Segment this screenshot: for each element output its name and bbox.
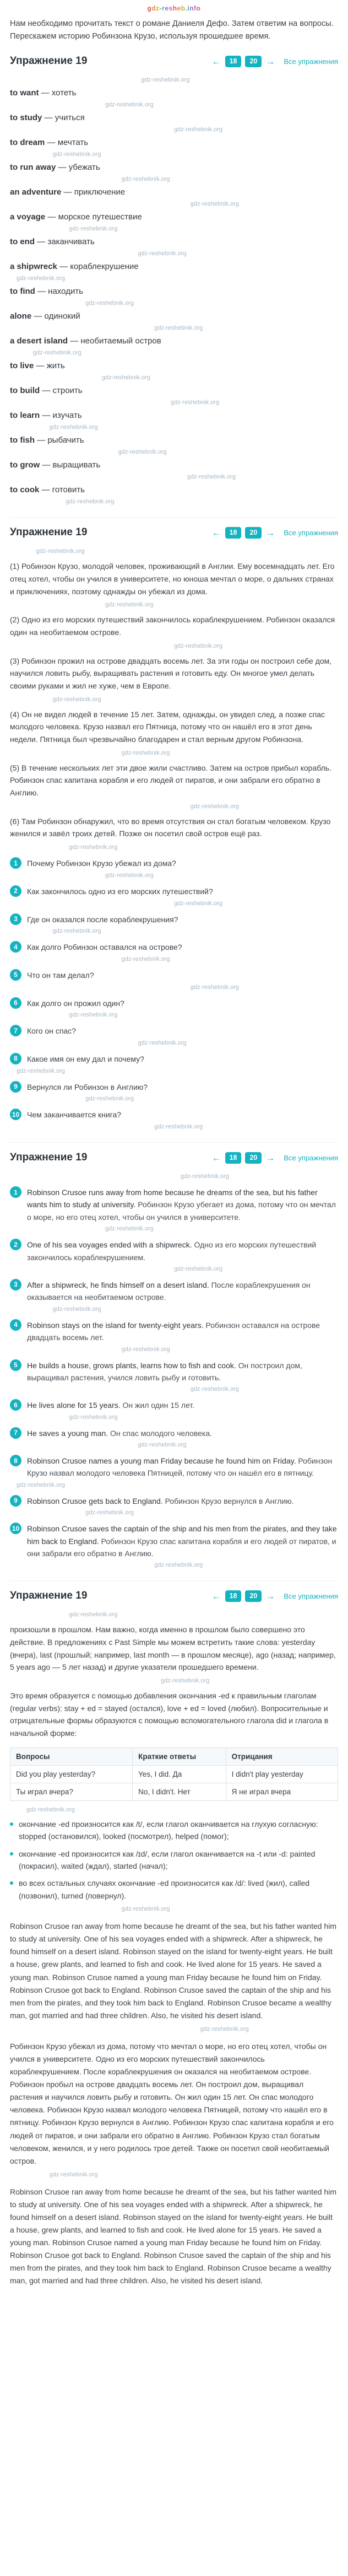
- vocab-word-en: to run away: [10, 163, 56, 173]
- vocab-word-ru: — мечтать: [47, 138, 89, 147]
- vocab-word-en: to study: [10, 113, 42, 123]
- answer-item: [10, 1399, 338, 1411]
- table-cell: No, I didn't. Нет: [133, 1783, 226, 1800]
- question-item: [10, 913, 338, 926]
- table-cell: Did you play yesterday?: [10, 1765, 133, 1783]
- answer-english: Robinson stays on the island for twenty-eight years.: [27, 1320, 204, 1330]
- exercise-pagination: [212, 56, 275, 67]
- vocab-word-en: to learn: [10, 411, 40, 421]
- answer-item: [10, 1186, 338, 1223]
- table-cell: Yes, I did. Да: [133, 1765, 226, 1783]
- exercise-part-grammar: [10, 1580, 338, 2287]
- watermark: gdz-reshebnik.org: [171, 399, 220, 406]
- grammar-intro: произошли в прошлом. Нам важно, когда именно в прошлом было совершено это действие. В предложениях с Past Simple мы можем встретить такие слова: yesterday (вчера), last (прошлый; например, last month — в прошлом месяце), ago (назад; например, 5 years ago — 5 лет назад) и другие указатели прошедшего времени.: [10, 1625, 336, 1672]
- exercise-part-answers: [10, 1142, 338, 1568]
- watermark: gdz-reshebnik.org: [66, 498, 115, 505]
- question-text: Вернулся ли Робинзон в Англию?: [27, 1082, 148, 1091]
- answer-item: [10, 1319, 338, 1344]
- answer-item: [10, 1494, 338, 1507]
- exercise-part-vocabulary: [10, 46, 338, 505]
- exercise-title: Упражнение 19: [10, 1590, 88, 1602]
- next-exercise-link[interactable]: 20: [245, 1590, 262, 1602]
- question-text: Где он оказался после кораблекрушения?: [27, 915, 178, 924]
- watermark: gdz-reshebnik.org: [69, 1413, 118, 1421]
- vocab-item: [10, 336, 338, 346]
- question-text: Как долго он прожил один?: [27, 998, 124, 1008]
- vocab-word-en: an adventure: [10, 187, 62, 197]
- answer-number-badge: 7: [10, 1427, 21, 1439]
- vocab-word-en: a desert island: [10, 336, 68, 346]
- watermark: gdz-reshebnik.org: [190, 1386, 239, 1393]
- watermark: gdz-reshebnik.org: [174, 1265, 223, 1272]
- vocab-word-ru: — изучать: [42, 411, 81, 420]
- vocab-item: [10, 386, 338, 395]
- watermark: gdz-reshebnik.org: [16, 275, 65, 282]
- answer-number-badge: 4: [10, 1319, 21, 1331]
- next-arrow-icon[interactable]: →: [265, 56, 275, 67]
- table-header-row: [10, 1747, 338, 1765]
- question-item: [10, 885, 338, 898]
- exercise-header: [10, 1142, 338, 1169]
- vocab-word-ru: — кораблекрушение: [59, 262, 139, 271]
- next-arrow-icon[interactable]: →: [265, 527, 275, 538]
- answer-russian: Он построил дом, выращивал растения, учился ловить рыбу и готовить.: [27, 1360, 302, 1382]
- answer-text: [27, 1522, 338, 1559]
- question-text: Кого он спас?: [27, 1026, 76, 1036]
- translation-paragraph: (5) В течение нескольких лет эти двое жили счастливо. Затем на остров прибыл корабль. Робинзон спас капитана корабля и его людей от пиратов, и они забрали его обратно в Англию.: [10, 763, 331, 798]
- answer-number-badge: 8: [10, 1455, 21, 1466]
- pronunciation-rules: [10, 1818, 338, 1902]
- rule-text: окончание -ed произносится как /ɪd/, если глагол оканчивается на -t или -d: painted (покрасил), waited (ждал), started (начал);: [19, 1849, 316, 1870]
- vocab-item: [10, 138, 338, 147]
- table-header-short-answers: Краткие ответы: [133, 1747, 226, 1765]
- next-arrow-icon[interactable]: →: [265, 1590, 275, 1601]
- watermark: gdz-reshebnik.org: [154, 325, 203, 332]
- answer-number-badge: 9: [10, 1495, 21, 1507]
- watermark: gdz-reshebnik.org: [49, 2171, 98, 2178]
- rule-text: во всех остальных случаях окончание -ed произносится как /d/: lived (жил), called (позвонил), turned (повернул).: [19, 1879, 310, 1900]
- table-header-questions: Вопросы: [10, 1747, 133, 1765]
- answer-english: Robinson Crusoe runs away from home because he dreams of the sea, but his father wants him to study at university.: [27, 1188, 318, 1209]
- watermark: gdz-reshebnik.org: [121, 176, 170, 183]
- answer-text: [27, 1319, 338, 1344]
- retelling-russian: Робинзон Крузо убежал из дома, потому что мечтал о море, но его отец хотел, чтобы он учился в университете. Одно из его морских путешествий закончилось кораблекрушением. После кораблекрушения он оказался на необитаемом острове. Робинзон пробыл на острове двадцать восемь лет. Он построил дом, выращивал растения и научился ловить рыбу и готовить. Он жил один 15 лет. Он спас молодого человека. Робинзон Крузо назвал молодого человека Пятницей, потому что нашёл его в пятницу. Робинзон Крузо вернулся в Англию. Робинзон Крузо спас капитана корабля и его людей от пиратов, и они забрали его обратно в Англию. Робинзон Крузо стал богатым человеком, женился, и у него родилось трое детей. Также он посетил свой необитаемый остров.: [10, 2041, 334, 2165]
- prev-exercise-link[interactable]: 18: [225, 56, 242, 67]
- vocab-item: [10, 435, 338, 445]
- watermark: gdz-reshebnik.org: [174, 126, 223, 133]
- watermark: gdz-reshebnik.org: [85, 300, 134, 307]
- grammar-formation: Это время образуется с помощью добавления окончания -ed к правильным глаголам (regular verbs): stay + ed = stayed (остался), love + ed = loved (любил). Вопросительные и отрицательные формы образуются с помощью вспомогательного глагола did и глагола в начальной форме:: [10, 1691, 329, 1738]
- watermark: gdz-reshebnik.org: [190, 983, 239, 991]
- answer-text: [27, 1278, 338, 1304]
- bullet-icon: [10, 1852, 13, 1856]
- site-watermark-top: gdz-resheb.info: [147, 4, 201, 12]
- prev-exercise-link[interactable]: 18: [225, 1152, 242, 1164]
- answer-english: He builds a house, grows plants, learns how to fish and cook.: [27, 1360, 236, 1370]
- watermark: gdz-reshebnik.org: [49, 424, 98, 431]
- table-row: [10, 1765, 338, 1783]
- answer-russian: Робинзон Крузо спас капитана корабля и его людей от пиратов, и они забрали его обратно в Англию.: [27, 1536, 336, 1558]
- vocab-word-ru: — необитаемый остров: [70, 336, 161, 346]
- bullet-icon: [10, 1881, 13, 1885]
- watermark: gdz-reshebnik.org: [187, 474, 236, 481]
- vocabulary-list: [10, 88, 338, 505]
- answer-russian: Робинзон Крузо убегает из дома, потому что он мечтал о море, но его отец хотел, чтобы он учился в университете.: [27, 1200, 336, 1222]
- watermark: gdz-reshebnik.org: [200, 2025, 249, 2032]
- question-item: [10, 997, 338, 1010]
- watermark: gdz-reshebnik.org: [52, 1305, 101, 1313]
- question-text: Почему Робинзон Крузо убежал из дома?: [27, 859, 176, 868]
- next-exercise-link[interactable]: 20: [245, 56, 262, 67]
- question-text: Как закончилось одно из его морских путешествий?: [27, 886, 213, 896]
- answers-list: [10, 1186, 338, 1568]
- watermark: gdz-reshebnik.org: [154, 1123, 203, 1130]
- answer-text: [27, 1427, 212, 1439]
- vocab-word-ru: — находить: [37, 287, 83, 296]
- watermark: gdz-reshebnik.org: [36, 548, 85, 555]
- table-cell: Я не играл вчера: [226, 1783, 338, 1800]
- vocab-word-ru: — одинокий: [34, 311, 80, 321]
- watermark: gdz-reshebnik.org: [69, 225, 118, 233]
- answer-russian: После кораблекрушения он оказывается на необитаемом острове.: [27, 1280, 311, 1302]
- vocab-word-en: a voyage: [10, 212, 46, 222]
- answer-item: [10, 1427, 338, 1439]
- answer-text: [27, 1399, 194, 1411]
- answer-text: [27, 1186, 338, 1223]
- question-item: [10, 857, 338, 870]
- vocab-word-ru: — готовить: [42, 485, 85, 494]
- vocab-word-en: to grow: [10, 460, 40, 470]
- exercise-part-translation: [10, 517, 338, 1130]
- all-exercises-link[interactable]: Все упражнения: [284, 528, 338, 537]
- watermark: gdz-reshebnik.org: [52, 696, 101, 703]
- answer-text: [27, 1494, 294, 1507]
- vocab-word-en: to find: [10, 287, 35, 297]
- watermark: gdz-reshebnik.org: [52, 928, 101, 935]
- table-cell: Ты играл вчера?: [10, 1783, 133, 1800]
- table-row: [10, 1783, 338, 1800]
- question-item: [10, 1052, 338, 1066]
- answer-number-badge: 1: [10, 1186, 21, 1198]
- watermark: gdz-reshebnik.org: [105, 872, 154, 879]
- vocab-word-en: to want: [10, 88, 39, 98]
- answer-english: Robinson Crusoe saves the captain of the ship and his men from the pirates, and they take him back to England.: [27, 1524, 337, 1546]
- exercise-pagination: [212, 1152, 275, 1164]
- vocab-word-ru: — строить: [42, 386, 82, 395]
- vocab-word-ru: — убежать: [58, 163, 100, 172]
- past-simple-table: [10, 1747, 338, 1801]
- question-number-badge: 1: [10, 857, 21, 869]
- watermark: gdz-reshebnik.org: [69, 1012, 118, 1019]
- answer-russian: Робинзон Крузо вернулся в Англию.: [165, 1496, 294, 1505]
- vocab-word-ru: — приключение: [64, 187, 126, 197]
- answer-item: [10, 1522, 338, 1559]
- watermark: gdz-reshebnik.org: [174, 642, 223, 649]
- vocab-item: [10, 212, 338, 222]
- watermark: gdz-reshebnik.org: [85, 1509, 134, 1516]
- prev-arrow-icon[interactable]: ←: [211, 56, 221, 67]
- vocab-word-ru: — учиться: [45, 113, 85, 122]
- questions-list: [10, 857, 338, 1130]
- prev-arrow-icon[interactable]: ←: [211, 1152, 221, 1163]
- answer-number-badge: 3: [10, 1279, 21, 1290]
- translation-paragraph: (3) Робинзон прожил на острове двадцать восемь лет. За эти годы он построил себе дом, научился ловить рыбу, выращивать растения и готовить еду. Он многое умел делать своими руками и жил не хуже, чем в Европе.: [10, 656, 332, 691]
- all-exercises-link[interactable]: Все упражнения: [284, 1153, 338, 1162]
- question-number-badge: 3: [10, 913, 21, 925]
- question-number-badge: 9: [10, 1081, 21, 1093]
- all-exercises-link[interactable]: Все упражнения: [284, 57, 338, 66]
- vocab-word-en: to live: [10, 361, 34, 371]
- next-arrow-icon[interactable]: →: [265, 1152, 275, 1163]
- exercise-pagination: [212, 1590, 275, 1602]
- question-number-badge: 5: [10, 969, 21, 981]
- exercise-header: [10, 517, 338, 544]
- pronunciation-rule: [10, 1848, 338, 1873]
- answer-russian: Он спас молодого человека.: [110, 1428, 212, 1438]
- vocab-word-en: to end: [10, 237, 35, 247]
- watermark: gdz-reshebnik.org: [190, 201, 239, 208]
- watermark: gdz-reshebnik.org: [121, 1346, 170, 1353]
- answer-text: [27, 1359, 338, 1384]
- pronunciation-rule: [10, 1877, 338, 1902]
- answer-russian: Он жил один 15 лет.: [122, 1401, 195, 1410]
- question-item: [10, 1024, 338, 1037]
- question-text: Какое имя он ему дал и почему?: [27, 1054, 144, 1063]
- watermark: gdz-reshebnik.org: [16, 1067, 65, 1074]
- watermark: gdz-reshebnik.org: [190, 803, 239, 810]
- exercise-title: Упражнение 19: [10, 1152, 88, 1163]
- vocab-word-en: alone: [10, 311, 32, 321]
- vocab-word-ru: — морское путешествие: [47, 212, 142, 222]
- watermark: gdz-reshebnik.org: [161, 1677, 210, 1685]
- answer-english: Robinson Crusoe gets back to England.: [27, 1496, 163, 1505]
- vocab-word-en: to cook: [10, 485, 40, 495]
- watermark: gdz-reshebnik.org: [138, 250, 187, 257]
- exercise-header: [10, 1580, 338, 1607]
- retelling-english-repeat: Robinson Crusoe ran away from home because he dreamt of the sea, but his father wanted him to study at university. One of his sea voyages ended with a shipwreck. After a shipwreck, he found himself on a desert island. Robinson stayed on the island for twenty-eight years. He built a house, grew plants, and learned to fish and cook. He lived alone for 15 years. He saved a young man. Robinson Crusoe named a young man Friday because he found him on Friday. Robinson Crusoe got back to England. Robinson Crusoe saved the captain of the ship and his men from the pirates, and they took him back to England. Robinson Crusoe became a wealthy man, got married and had three children. Also, he visited his desert island.: [10, 2187, 336, 2285]
- vocab-item: [10, 311, 338, 321]
- next-exercise-link[interactable]: 20: [245, 1152, 262, 1164]
- watermark: gdz-reshebnik.org: [85, 1095, 134, 1103]
- question-number-badge: 10: [10, 1109, 21, 1120]
- question-number-badge: 6: [10, 997, 21, 1009]
- watermark: gdz-reshebnik.org: [16, 1481, 65, 1488]
- watermark: gdz-reshebnik.org: [52, 151, 101, 158]
- question-item: [10, 1080, 338, 1094]
- vocab-item: [10, 113, 338, 122]
- question-item: [10, 969, 338, 982]
- translation-paragraph: (2) Одно из его морских путешествий закончилось кораблекрушением. Робинзон оказался один на необитаемом острове.: [10, 615, 335, 637]
- answer-item: [10, 1359, 338, 1384]
- vocab-item: [10, 88, 338, 98]
- vocab-word-ru: — хотеть: [41, 88, 77, 98]
- vocab-word-ru: — заканчивать: [37, 237, 95, 246]
- vocab-item: [10, 163, 338, 172]
- watermark: gdz-reshebnik.org: [105, 601, 154, 609]
- exercise-pagination: [212, 527, 275, 539]
- vocab-item: [10, 262, 338, 271]
- vocab-item: [10, 287, 338, 296]
- vocab-word-en: to dream: [10, 138, 45, 148]
- vocab-item: [10, 460, 338, 470]
- bullet-icon: [10, 1822, 13, 1826]
- answer-english: He saves a young man.: [27, 1428, 108, 1438]
- vocab-word-en: to build: [10, 386, 40, 396]
- exercise-title: Упражнение 19: [10, 526, 88, 539]
- table-cell: I didn't play yesterday: [226, 1765, 338, 1783]
- vocab-word-ru: — жить: [36, 361, 65, 370]
- question-number-badge: 7: [10, 1025, 21, 1036]
- question-number-badge: 2: [10, 885, 21, 897]
- exercise-title: Упражнение 19: [10, 55, 88, 67]
- answer-russian: Одно из его морских путешествий закончилось кораблекрушением.: [27, 1240, 317, 1262]
- vocab-word-en: a shipwreck: [10, 262, 57, 272]
- answer-russian: Робинзон оставался на острове двадцать восемь лет.: [27, 1320, 320, 1342]
- text-translation: [10, 560, 338, 851]
- question-text: Чем заканчивается книга?: [27, 1110, 122, 1120]
- watermark: gdz-reshebnik.org: [174, 900, 223, 907]
- watermark: gdz-reshebnik.org: [32, 349, 81, 357]
- vocab-word-ru: — выращивать: [42, 460, 100, 470]
- prev-arrow-icon[interactable]: ←: [211, 527, 221, 538]
- translation-paragraph: (6) Там Робинзон обнаружил, что во время отсутствия он стал богатым человеком. Крузо женился и завёл троих детей. Позже он посетил свой остров ещё раз.: [10, 816, 331, 838]
- answer-text: [27, 1238, 338, 1263]
- watermark: gdz-reshebnik.org: [69, 844, 118, 851]
- answer-english: Robinson Crusoe names a young man Friday because he found him on Friday.: [27, 1456, 296, 1466]
- prev-exercise-link[interactable]: 18: [225, 1590, 242, 1602]
- question-item: [10, 940, 338, 954]
- question-text: Что он там делал?: [27, 970, 94, 980]
- watermark: gdz-reshebnik.org: [138, 1442, 187, 1449]
- all-exercises-link[interactable]: Все упражнения: [284, 1591, 338, 1600]
- answer-number-badge: 10: [10, 1523, 21, 1534]
- answer-english: After a shipwreck, he finds himself on a desert island.: [27, 1280, 209, 1289]
- watermark: gdz-reshebnik.org: [121, 955, 170, 962]
- watermark: gdz-reshebnik.org: [180, 1173, 229, 1180]
- vocab-word-en: to fish: [10, 435, 35, 445]
- answer-english: One of his sea voyages ended with a shipwreck.: [27, 1240, 192, 1250]
- vocab-word-ru: — рыбачить: [37, 435, 84, 445]
- question-item: [10, 1108, 338, 1121]
- watermark: gdz-reshebnik.org: [138, 1039, 187, 1046]
- watermark: gdz-reshebnik.org: [69, 1611, 118, 1618]
- answer-number-badge: 5: [10, 1359, 21, 1371]
- watermark: gdz-reshebnik.org: [121, 749, 170, 756]
- vocab-item: [10, 485, 338, 494]
- vocab-item: [10, 411, 338, 420]
- question-number-badge: 8: [10, 1053, 21, 1064]
- prev-arrow-icon[interactable]: ←: [211, 1590, 221, 1601]
- exercise-header: [10, 46, 338, 73]
- pronunciation-rule: [10, 1818, 338, 1843]
- question-text: Как долго Робинзон оставался на острове?: [27, 943, 182, 952]
- answer-item: [10, 1278, 338, 1304]
- watermark: gdz-reshebnik.org: [154, 1562, 203, 1569]
- watermark: gdz-reshebnik.org: [121, 1906, 170, 1913]
- answer-item: [10, 1454, 338, 1480]
- vocab-item: [10, 237, 338, 246]
- translation-paragraph: (4) Он не видел людей в течение 15 лет. Затем, однажды, он увидел след, а позже спас молодого человека. Крузо назвал его Пятница, потому что он нашёл его в этот день недели. Пятница был чрезвычайно благодарен и стал верным другом Робинзона.: [10, 709, 325, 744]
- table-header-negatives: Отрицания: [226, 1747, 338, 1765]
- answer-item: [10, 1238, 338, 1263]
- watermark: gdz-reshebnik.org: [141, 77, 190, 84]
- answer-english: He lives alone for 15 years.: [27, 1401, 121, 1410]
- prev-exercise-link[interactable]: 18: [225, 527, 242, 539]
- vocab-item: [10, 187, 338, 197]
- retelling-english: Robinson Crusoe ran away from home because he dreamt of the sea, but his father wanted him to study at university. One of his sea voyages ended with a shipwreck. After a shipwreck, he found himself on a desert island. Robinson stayed on the island for twenty-eight years. He built a house, grew plants, and learned to fish and cook. He lived alone for 15 years. He saved a young man. Robinson Crusoe named a young man Friday because he found him on Friday. Robinson Crusoe got back to England. Robinson Crusoe saved the captain of the ship and his men from the pirates, and they took him back to England. Robinson Crusoe became a wealthy man, got married and had three children. Also, he visited his desert island.: [10, 1922, 336, 2020]
- answer-number-badge: 6: [10, 1399, 21, 1411]
- rule-text: окончание -ed произносится как /t/, если глагол оканчивается на глухую согласную: stopped (остановился), looked (посмотрел), helped (помог);: [19, 1819, 318, 1841]
- watermark: gdz-reshebnik.org: [101, 374, 150, 381]
- translation-paragraph: (1) Робинзон Крузо, молодой человек, проживающий в Англии. Ему восемнадцать лет. Его отец хотел, чтобы он учился в университете, но юноша мечтал о море, о дальних странах и приключениях, поэтому однажды он убежал из дома.: [10, 562, 335, 596]
- watermark: gdz-reshebnik.org: [105, 1225, 154, 1233]
- vocab-item: [10, 361, 338, 370]
- answer-number-badge: 2: [10, 1239, 21, 1250]
- watermark: gdz-reshebnik.org: [105, 101, 154, 109]
- answer-text: [27, 1454, 338, 1480]
- task-description: Нам необходимо прочитать текст о романе Даниеля Дефо. Затем ответим на вопросы. Перескажем историю Робинзона Крузо, используя прошедшее время.: [10, 19, 334, 41]
- question-number-badge: 4: [10, 941, 21, 953]
- watermark: gdz-reshebnik.org: [118, 449, 167, 456]
- answer-russian: Робинзон Крузо назвал молодого человека Пятницей, потому что он нашёл его в пятницу.: [27, 1456, 333, 1478]
- next-exercise-link[interactable]: 20: [245, 527, 262, 539]
- watermark: gdz-reshebnik.org: [26, 1806, 75, 1813]
